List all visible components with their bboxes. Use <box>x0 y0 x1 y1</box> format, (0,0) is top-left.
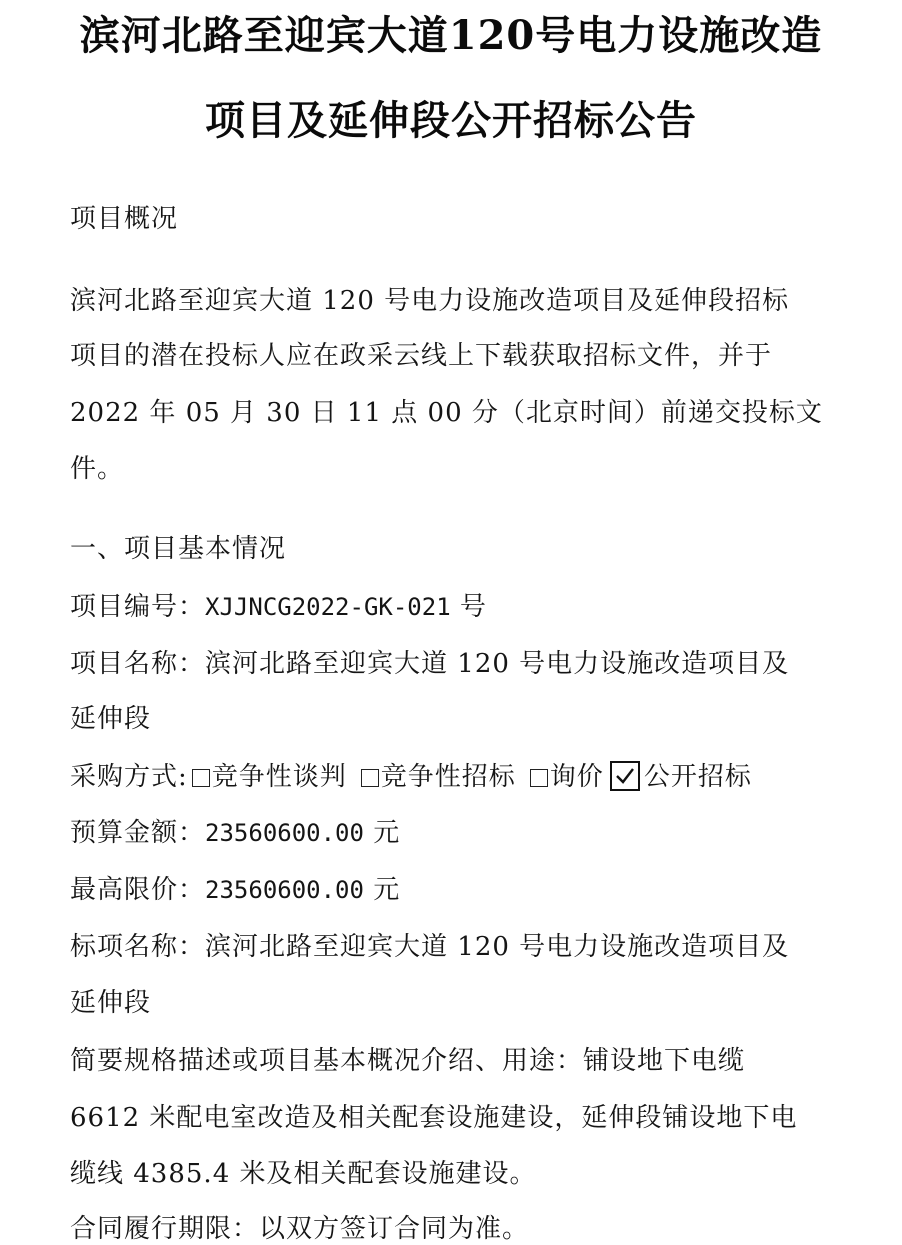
project-number-suffix: 号 <box>459 592 487 622</box>
max-price-unit: 元 <box>373 875 401 905</box>
procurement-method-label: 采购方式: <box>70 762 188 792</box>
checkmark-icon <box>614 765 636 787</box>
description-line-3: 缆线 4385.4 米及相关配套设施建设。 <box>70 1159 537 1189</box>
project-name-label: 项目名称： <box>70 649 206 679</box>
description-line-2: 6612 米配电室改造及相关配套设施建设，延伸段铺设地下电 <box>70 1103 798 1133</box>
overview-paragraph-line-1: 滨河北路至迎宾大道 120 号电力设施改造项目及延伸段招标 <box>70 286 790 316</box>
budget-unit: 元 <box>373 818 401 848</box>
option-public-tender: 公开招标 <box>643 762 752 792</box>
section-1-heading: 一、项目基本情况 <box>70 534 287 564</box>
option-competitive-bidding: 竞争性招标 <box>380 762 516 792</box>
project-number-value: XJJNCG2022-GK-021 <box>205 593 451 621</box>
option-inquiry: 询价 <box>549 762 604 792</box>
project-name-value-line-1: 滨河北路至迎宾大道 120 号电力设施改造项目及 <box>205 649 790 679</box>
project-number-label: 项目编号： <box>70 592 206 622</box>
procurement-method-row <box>70 756 752 793</box>
lot-name-label: 标项名称： <box>70 932 206 962</box>
max-price-label: 最高限价： <box>70 875 206 905</box>
project-name-row <box>70 643 789 680</box>
checkbox-competitive-bidding[interactable] <box>361 769 379 787</box>
lot-name-value-line-1: 滨河北路至迎宾大道 120 号电力设施改造项目及 <box>205 932 790 962</box>
overview-heading: 项目概况 <box>70 204 179 234</box>
document-title-line-2: 项目及延伸段公开招标公告 <box>205 97 697 144</box>
lot-name-row <box>70 926 789 963</box>
lot-name-value-line-2: 延伸段 <box>70 988 152 1018</box>
overview-paragraph-line-3: 2022 年 05 月 30 日 11 点 00 分（北京时间）前递交投标文 <box>70 398 823 428</box>
contract-period-row <box>70 1208 529 1245</box>
overview-paragraph-line-4: 件。 <box>70 454 125 484</box>
checkbox-public-tender-checked[interactable] <box>610 761 640 791</box>
checkbox-competitive-negotiation[interactable] <box>192 769 210 787</box>
project-number-row <box>70 586 487 623</box>
budget-row <box>70 812 400 849</box>
option-competitive-negotiation: 竞争性谈判 <box>211 762 347 792</box>
budget-label: 预算金额： <box>70 818 206 848</box>
contract-period-label: 合同履行期限： <box>70 1214 260 1244</box>
document-title-line-1: 滨河北路至迎宾大道120号电力设施改造 <box>79 12 823 59</box>
contract-period-value: 以双方签订合同为准。 <box>259 1214 530 1244</box>
budget-value: 23560600.00 <box>205 819 364 847</box>
checkbox-inquiry[interactable] <box>530 769 548 787</box>
max-price-value: 23560600.00 <box>205 876 364 904</box>
project-name-value-line-2: 延伸段 <box>70 704 152 734</box>
description-line-1: 简要规格描述或项目基本概况介绍、用途：铺设地下电缆 <box>70 1046 746 1076</box>
max-price-row <box>70 869 400 906</box>
overview-paragraph-line-2: 项目的潜在投标人应在政采云线上下载获取招标文件，并于 <box>70 341 773 371</box>
